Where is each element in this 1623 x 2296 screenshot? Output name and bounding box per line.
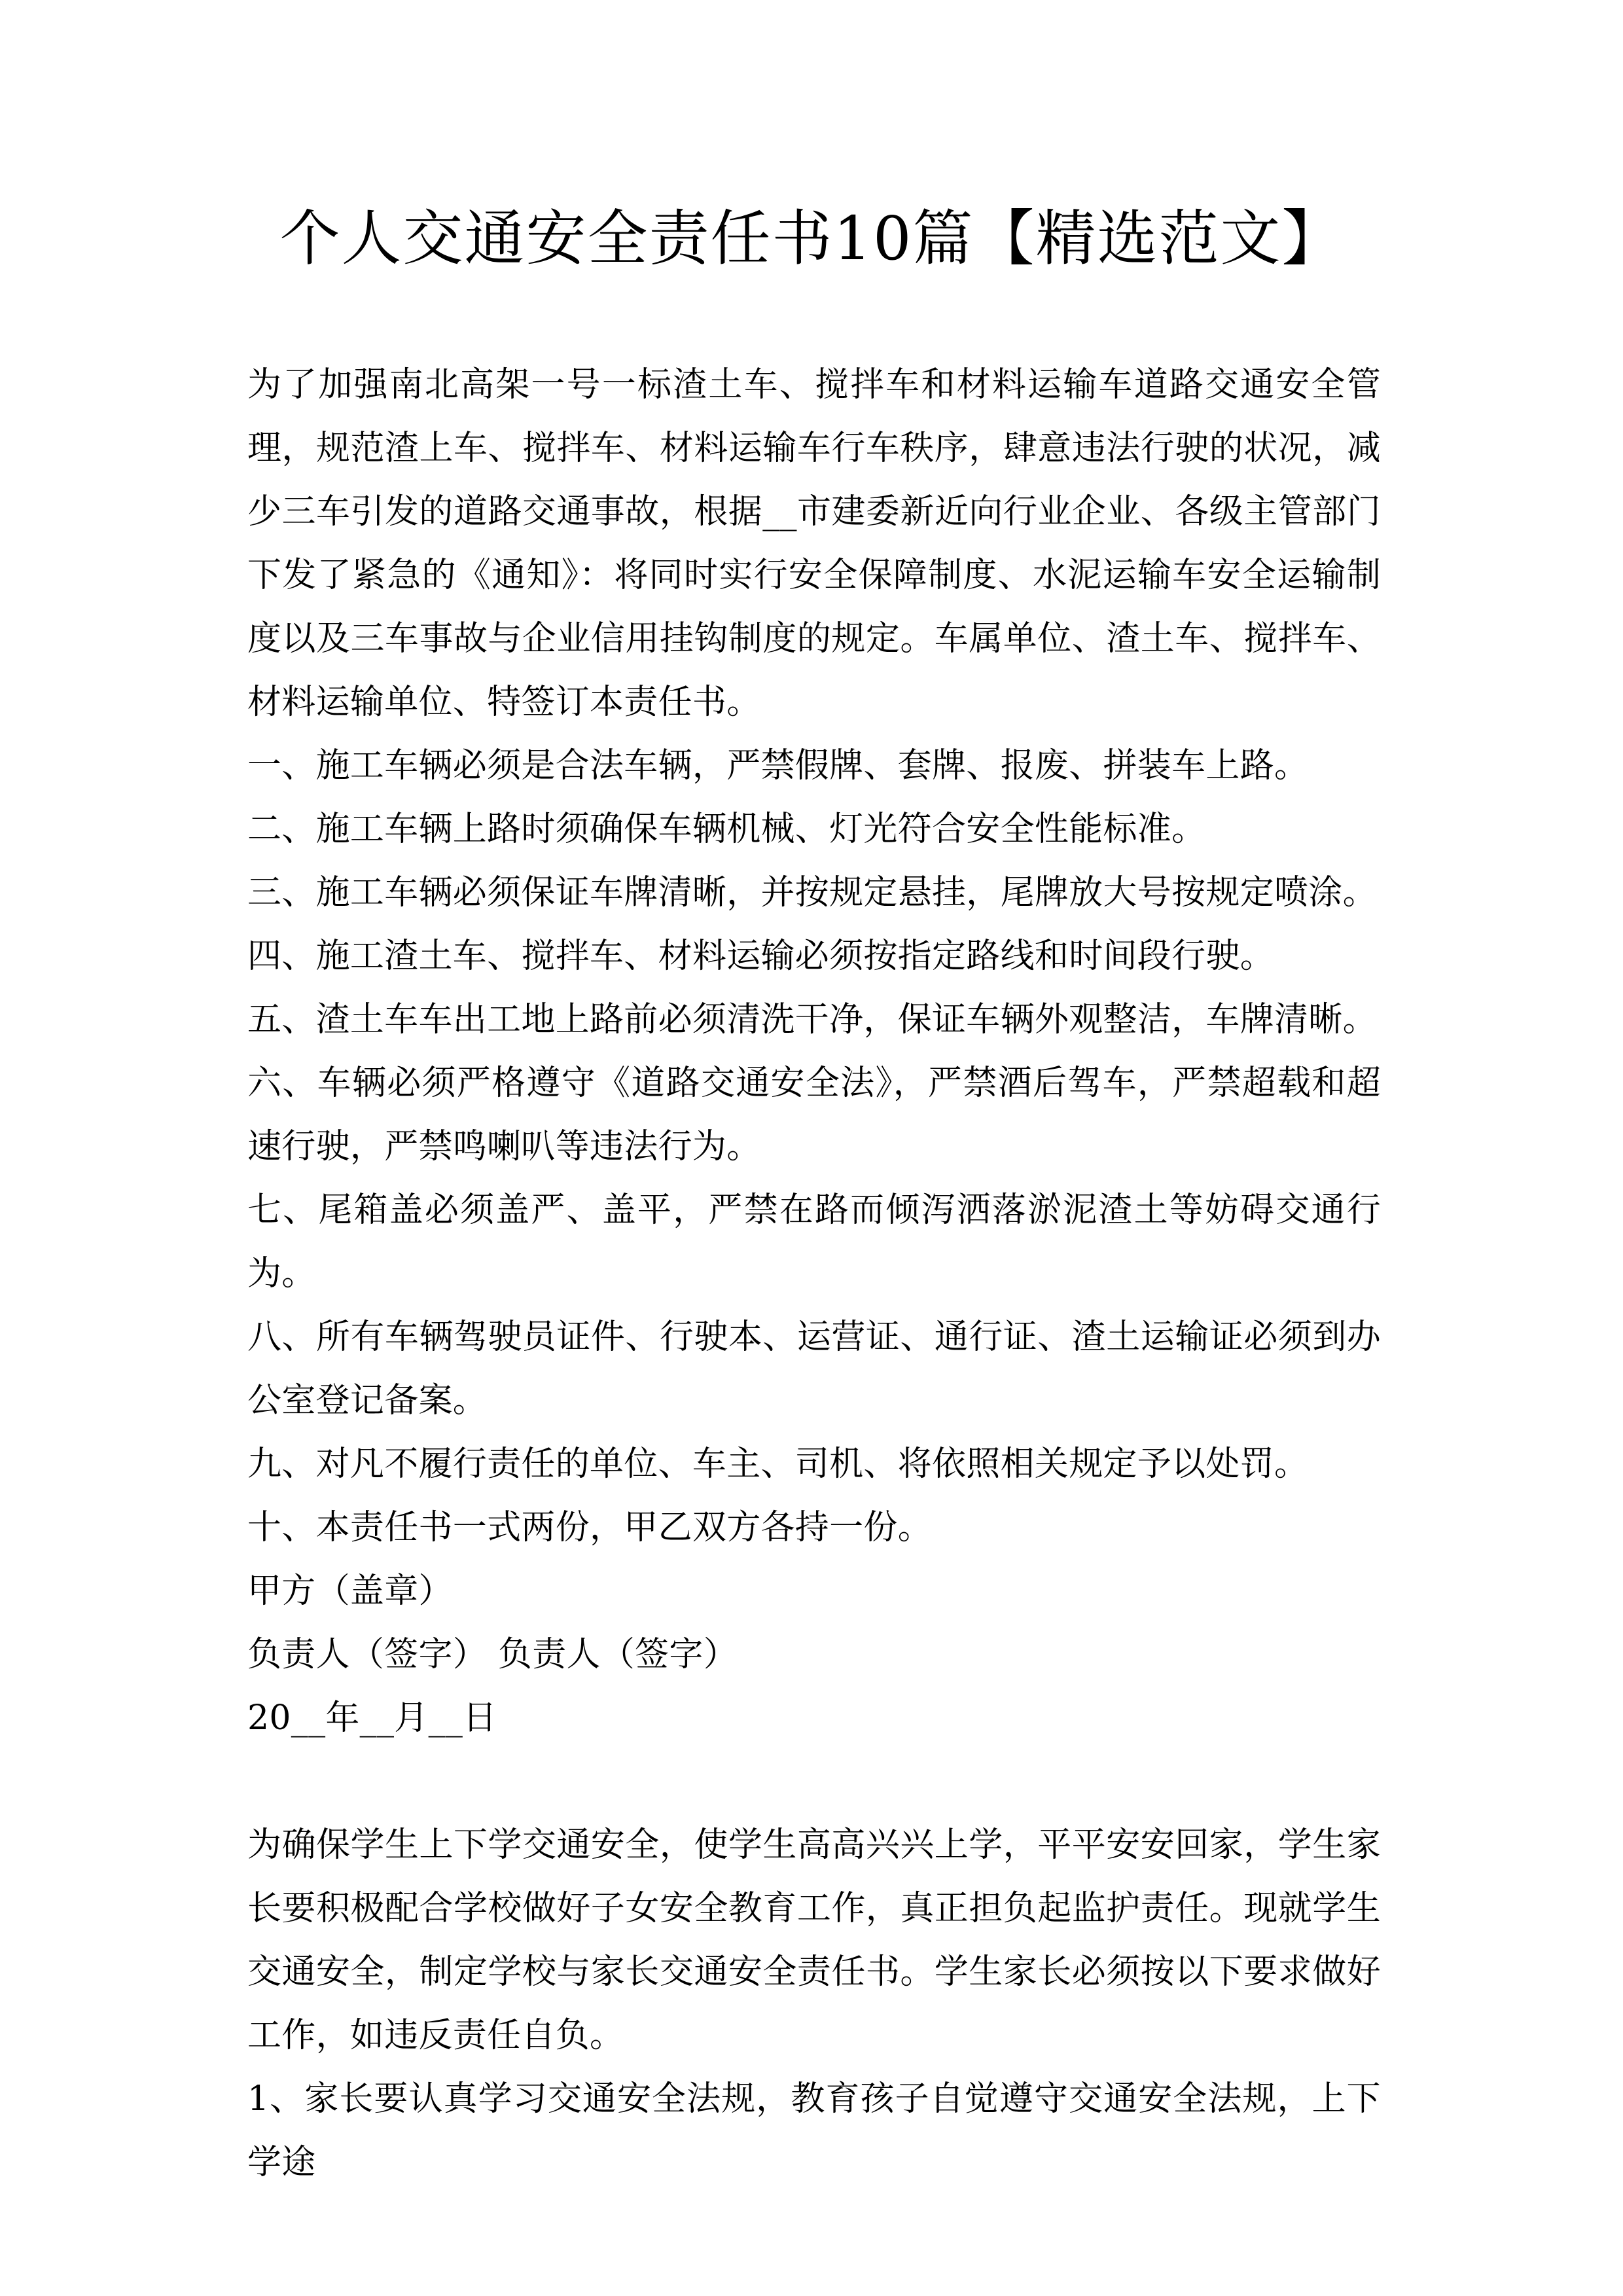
section-spacer — [247, 1750, 1381, 1814]
clause-6: 六、车辆必须严格遵守《道路交通安全法》，严禁酒后驾车，严禁超载和超速行驶，严禁鸣喇叭等违法行为。 — [247, 1064, 1381, 1166]
clause-5: 五、渣土车车出工地上路前必须清洗干净，保证车辆外观整洁，车牌清晰。 — [247, 1000, 1377, 1039]
section2-clause-1: 1、家长要认真学习交通安全法规，教育孩子自觉遵守交通安全法规，上下学途 — [247, 2079, 1381, 2182]
party-a-seal-line: 甲方（盖章） — [247, 1571, 453, 1611]
section2-intro-paragraph: 为确保学生上下学交通安全，使学生高高兴兴上学，平平安安回家，学生家长要积极配合学校做好子女安全教育工作，真正担负起监护责任。现就学生交通安全，制定学校与家长交通安全责任书。学生家长必须按以下要求做好工作，如违反责任自负。 — [247, 1825, 1381, 2055]
clause-2: 二、施工车辆上路时须确保车辆机械、灯光符合安全性能标准。 — [247, 810, 1206, 849]
date-line: 20__年__月__日 — [247, 1698, 497, 1738]
clause-9: 九、对凡不履行责任的单位、车主、司机、将依照相关规定予以处罚。 — [247, 1444, 1309, 1484]
clause-7: 七、尾箱盖必须盖严、盖平，严禁在路而倾泻洒落淤泥渣土等妨碍交通行为。 — [247, 1191, 1381, 1293]
document-title: 个人交通安全责任书10篇【精选范文】 — [279, 204, 1344, 274]
document-body — [247, 353, 1381, 2195]
clause-3: 三、施工车辆必须保证车牌清晰，并按规定悬挂，尾牌放大号按规定喷涂。 — [247, 873, 1377, 912]
clause-4: 四、施工渣土车、搅拌车、材料运输必须按指定路线和时间段行驶。 — [247, 937, 1275, 976]
clause-8: 八、所有车辆驾驶员证件、行驶本、运营证、通行证、渣土运输证必须到办公室登记备案。 — [247, 1318, 1381, 1420]
signature-line: 负责人（签字） 负责人（签字） — [247, 1635, 738, 1674]
clause-10: 十、本责任书一式两份，甲乙双方各持一份。 — [247, 1508, 933, 1547]
clause-1: 一、施工车辆必须是合法车辆，严禁假牌、套牌、报废、拼装车上路。 — [247, 746, 1309, 785]
section1-intro-paragraph: 为了加强南北高架一号一标渣土车、搅拌车和材料运输车道路交通安全管理，规范渣上车、搅拌车、材料运输车行车秩序，肆意违法行驶的状况，减少三车引发的道路交通事故，根据__市建委新近向行业企业、各级主管部门下发了紧急的《通知》：将同时实行安全保障制度、水泥运输车安全运输制度以及三车事故与企业信用挂钩制度的规定。车属单位、渣土车、搅拌车、材料运输单位、特签订本责任书。 — [247, 365, 1381, 722]
